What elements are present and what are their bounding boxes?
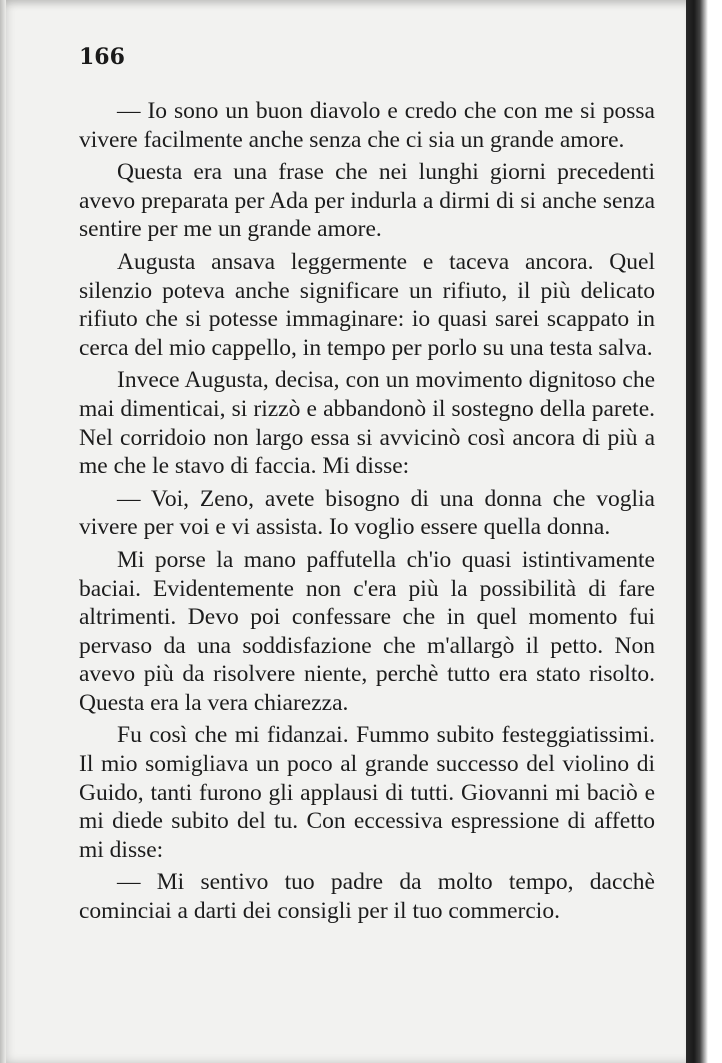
paragraph-8: — Mi sentivo tuo padre da molto tempo, dacchè cominciai a darti dei consigli per il tuo commercio. [79,869,655,925]
paragraph-7: Fu così che mi fidanzai. Fummo subito festeggiatissimi. Il mio somigliava un poco al grande successo del violino di Guido, tanti furono gli applausi di tutti. Giovanni mi baciò e mi diede subito del tu. Con eccessiva espressione di affetto mi disse: [79,722,655,863]
paragraph-4: Invece Augusta, decisa, con un movimento dignitoso che mai dimenticai, si rizzò e abbandonò il sostegno della parete. Nel corridoio non largo essa si avvicinò così ancora di più a me che le stavo di faccia. Mi disse: [79,367,655,480]
page-left-shadow [0,0,6,1063]
paragraph-2: Questa era una frase che nei lunghi giorni precedenti avevo preparata per Ada per indurla a dirmi di si anche senza sentire per me un grande amore. [79,159,655,243]
paragraph-3: Augusta ansava leggermente e taceva ancora. Quel silenzio poteva anche significare un rifiuto, il più delicato rifiuto che si potesse immaginare: io quasi sarei scappato in cerca del mio cappello, in tempo per porlo su una testa salva. [79,248,655,361]
paragraph-5: — Voi, Zeno, avete bisogno di una donna che voglia vivere per voi e vi assista. Io voglio essere quella donna. [79,485,655,541]
paragraph-6: Mi porse la mano paffutella ch'io quasi istintivamente baciai. Evidentemente non c'era più la possibilità di fare altrimenti. Devo poi confessare che in quel momento fui pervaso da una soddisfazione che m'allargò il petto. Non avevo più da risolvere niente, perchè tutto era stato risolto. Questa era la vera chiarezza. [79,546,655,716]
paragraph-1: — Io sono un buon diavolo e credo che con me si possa vivere facilmente anche senza che ci sia un grande amore. [79,98,655,153]
page-number: 166 [79,44,125,70]
book-spine-edge [686,0,722,1063]
page-body [79,97,655,930]
